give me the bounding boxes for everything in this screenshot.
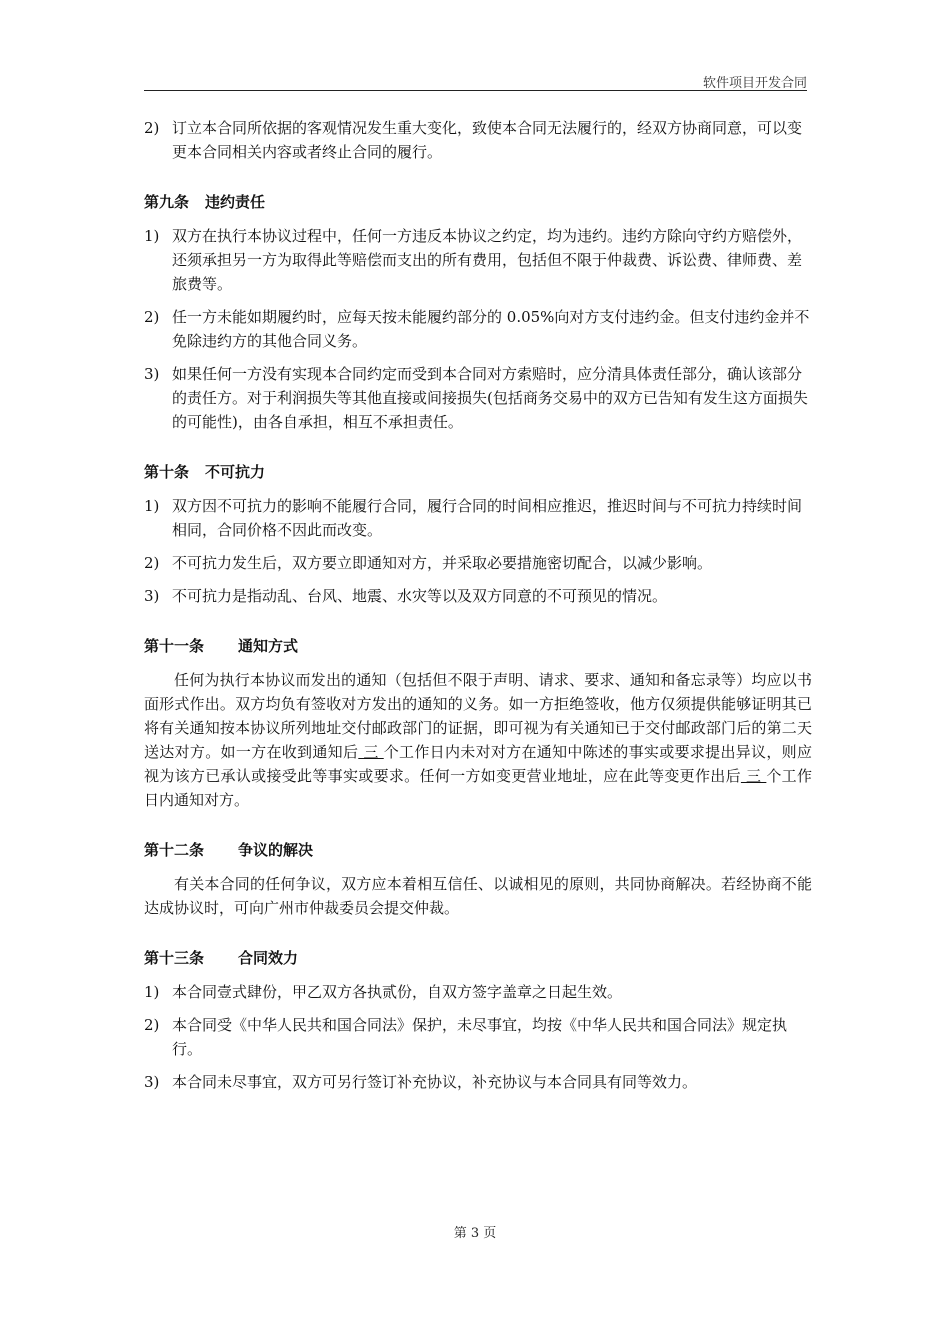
article-title: 通知方式 (238, 637, 299, 655)
list-item (144, 494, 812, 542)
article-number: 第十条 (144, 463, 190, 481)
item-number: 2) (144, 554, 160, 572)
item-number: 2) (144, 308, 160, 326)
article-number: 第九条 (144, 193, 190, 211)
article-title: 合同效力 (238, 949, 299, 967)
item-text: 不可抗力发生后，双方要立即通知对方，并采取必要措施密切配合，以减少影响。 (172, 554, 713, 572)
underlined-days: 三 (358, 743, 384, 761)
item-text: 双方因不可抗力的影响不能履行合同，履行合同的时间相应推迟，推迟时间与不可抗力持续时间相同，合同价格不因此而改变。 (172, 497, 803, 539)
item-number: 2) (144, 1016, 160, 1034)
item-text: 本合同受《中华人民共和国合同法》保护，未尽事宜，均按《中华人民共和国合同法》规定执行。 (172, 1016, 788, 1058)
list-item (144, 305, 812, 353)
paragraph-text: 个工作日内未对对方在通知中陈述的事实或要求提出异议，则应视为该方已承认或接受此等事实或要求。任何一方如变更营业地址，应在此等变更作出后 (144, 743, 812, 785)
article-number: 第十三条 (144, 949, 205, 967)
item-number: 1) (144, 227, 160, 245)
list-item (144, 980, 812, 1004)
underlined-days: 三 (740, 767, 767, 785)
item-text: 订立本合同所依据的客观情况发生重大变化，致使本合同无法履行的，经双方协商同意，可以变更本合同相关内容或者终止合同的履行。 (172, 119, 803, 161)
item-number: 1) (144, 983, 160, 1001)
article-heading-10 (144, 460, 812, 484)
article-title: 争议的解决 (238, 841, 314, 859)
paragraph-text: 个工作日内通知对方。 (144, 767, 812, 809)
article-number: 第十一条 (144, 637, 205, 655)
list-item (144, 1070, 812, 1094)
list-item (144, 1013, 812, 1061)
notice-paragraph (144, 668, 812, 812)
article-heading-12 (144, 838, 812, 862)
document-body (144, 116, 812, 1103)
item-number: 2) (144, 119, 160, 137)
dispute-paragraph: 有关本合同的任何争议，双方应本着相互信任、以诚相见的原则，共同协商解决。若经协商不能达成协议时，可向广州市仲裁委员会提交仲裁。 (144, 875, 812, 917)
article-title: 不可抗力 (205, 463, 266, 481)
item-text: 本合同壹式肆份，甲乙双方各执贰份，自双方签字盖章之日起生效。 (172, 983, 623, 1001)
list-item (144, 362, 812, 434)
item-text: 不可抗力是指动乱、台风、地震、水灾等以及双方同意的不可预见的情况。 (172, 587, 668, 605)
item-number: 3) (144, 1073, 160, 1091)
item-text: 本合同未尽事宜，双方可另行签订补充协议，补充协议与本合同具有同等效力。 (172, 1073, 698, 1091)
article-heading-11 (144, 634, 812, 658)
list-item (144, 584, 812, 608)
paragraph-text: 任何为执行本协议而发出的通知（包括但不限于声明、请求、要求、通知和备忘录等）均应以书面形式作出。双方均负有签收对方发出的通知的义务。如一方拒绝签收，他方仅须提供能够证明其已将有关通知按本协议所列地址交付邮政部门的证据，即可视为有关通知已于交付邮政部门后的第二天送达对方。如一方在收到通知后 (144, 671, 812, 761)
header-title: 软件项目开发合同 (702, 76, 807, 91)
article-number: 第十二条 (144, 841, 205, 859)
article-heading-13 (144, 946, 812, 970)
item-text: 如果任何一方没有实现本合同约定而受到本合同对方索赔时，应分清具体责任部分，确认该部分的责任方。对于利润损失等其他直接或间接损失(包括商务交易中的双方已告知有发生这方面损失的可能性)，由各自承担，相互不承担责任。 (172, 365, 808, 431)
page-header (144, 70, 807, 91)
article-heading-9 (144, 190, 812, 214)
page-number: 第 3 页 (453, 1226, 497, 1241)
item-number: 3) (144, 365, 160, 383)
item-number: 1) (144, 497, 160, 515)
item-number: 3) (144, 587, 160, 605)
item-text: 任一方未能如期履约时，应每天按未能履约部分的 0.05%向对方支付违约金。但支付违约金并不免除违约方的其他合同义务。 (172, 308, 810, 350)
article-title: 违约责任 (205, 193, 266, 211)
item-text: 双方在执行本协议过程中，任何一方违反本协议之约定，均为违约。违约方除向守约方赔偿外，还须承担另一方为取得此等赔偿而支出的所有费用，包括但不限于仲裁费、诉讼费、律师费、差旅费等。 (172, 227, 803, 293)
list-item (144, 116, 812, 164)
list-item (144, 551, 812, 575)
list-item (144, 224, 812, 296)
